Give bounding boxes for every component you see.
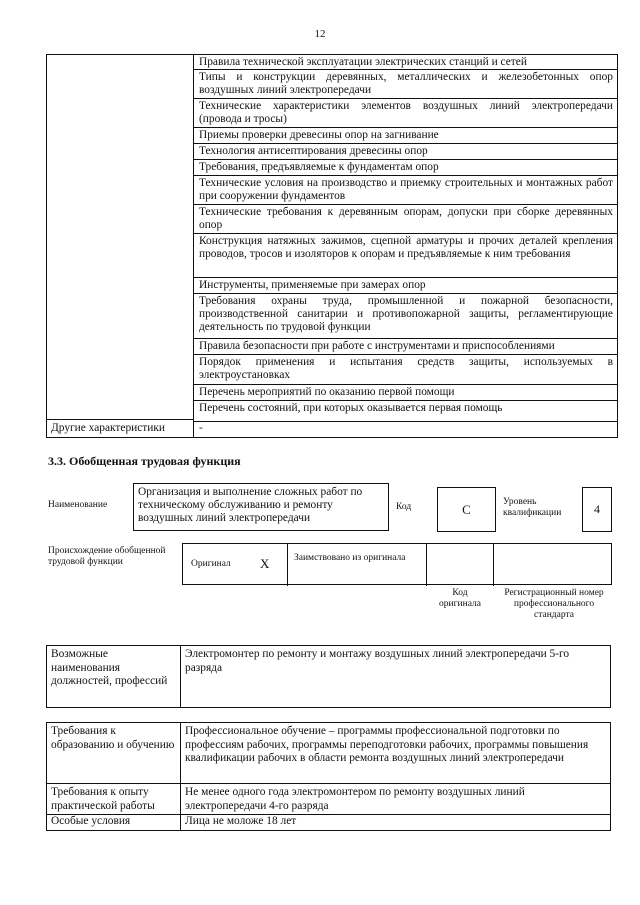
knowledge-item: Приемы проверки древесины опор на загнивание — [194, 128, 617, 144]
reg-number-caption: Регистрационный номер профессионального стандарта — [504, 588, 604, 620]
knowledge-item: Технические характеристики элементов воздушных линий электропередачи (провода и тросы) — [194, 99, 617, 128]
level-box: 4 — [582, 487, 612, 532]
page-number: 12 — [314, 28, 326, 40]
other-characteristics-label: Другие характеристики — [46, 420, 193, 438]
knowledge-table — [46, 54, 618, 438]
knowledge-item: Технические требования к деревянным опорам, допуски при сборке деревянных опор — [194, 205, 617, 234]
original-mark: X — [260, 556, 270, 571]
special-conditions-value: Лица не моложе 18 лет — [185, 815, 297, 827]
knowledge-item: Требования, предъявляемые к фундаментам опор — [194, 160, 617, 176]
knowledge-item: Порядок применения и испытания средств защиты, используемых в электроустановках — [194, 355, 617, 385]
level-label: Уровень квалификации — [503, 497, 562, 518]
positions-value: Электромонтер по ремонту и монтажу воздушных линий электропередачи 5-го разряда — [185, 648, 570, 674]
knowledge-item: Конструкция натяжных зажимов, сцепной арматуры и прочих деталей крепления проводов, тросов и изоляторов к опорам и предъявляемые к ним требования — [194, 234, 617, 278]
code-box: C — [437, 487, 496, 532]
education-label: Требования к образованию и обучению — [47, 723, 181, 784]
knowledge-label-cell — [46, 54, 193, 420]
origin-row — [182, 543, 612, 585]
knowledge-item: Правила безопасности при работе с инструментами и приспособлениями — [194, 339, 617, 355]
knowledge-item: Правила технической эксплуатации электрических станций и сетей — [194, 55, 617, 70]
experience-value: Не менее одного года электромонтером по ремонту воздушных линий электропередачи 4-го разряда — [181, 784, 610, 815]
reg-number-cell — [493, 544, 611, 586]
section-title: 3.3. Обобщенная трудовая функция — [48, 454, 241, 468]
other-characteristics-value: - — [193, 420, 618, 438]
borrowed-label: Заимствовано из оригинала — [294, 553, 406, 563]
origin-label: Происхождение обобщенной трудовой функции — [48, 546, 166, 567]
positions-table — [46, 645, 611, 708]
knowledge-item: Типы и конструкции деревянных, металлических и железобетонных опор воздушных линий электропередачи — [194, 70, 617, 99]
requirements-table — [46, 722, 611, 831]
knowledge-item: Требования охраны труда, промышленной и пожарной безопасности, производственной санитарии и противопожарной защиты, регламентирующие деятельность по трудовой функции — [194, 294, 617, 339]
code-original-cell — [426, 544, 493, 586]
knowledge-item: Инструменты, применяемые при замерах опор — [194, 278, 617, 294]
original-label: Оригинал — [191, 559, 231, 569]
code-label: Код — [396, 502, 412, 512]
original-cell — [183, 544, 287, 586]
special-conditions-label: Особые условия — [47, 815, 181, 830]
code-original-caption: Код оригинала — [439, 588, 481, 609]
name-label: Наименование — [48, 500, 108, 510]
knowledge-item: Перечень мероприятий по оказанию первой помощи — [194, 385, 617, 401]
knowledge-list — [193, 54, 618, 422]
knowledge-item: Технология антисептирования древесины опор — [194, 144, 617, 160]
knowledge-item: Перечень состояний, при которых оказывается первая помощь — [199, 402, 503, 414]
borrowed-cell — [287, 544, 426, 586]
experience-label: Требования к опыту практической работы — [47, 784, 181, 815]
education-value: Профессиональное обучение – программы профессиональной подготовки по профессиям рабочих, программы переподготовки рабочих, программы повышения квалификации рабочих в области ремонта воздушных линий электропередачи — [181, 723, 610, 784]
positions-label: Возможные наименования должностей, профессий — [47, 646, 181, 707]
function-name-box: Организация и выполнение сложных работ по техническому обслуживанию и ремонту воздушных линий электропередачи — [133, 483, 389, 531]
knowledge-item: Технические условия на производство и приемку строительных и монтажных работ при сооружении фундаментов — [194, 176, 617, 205]
